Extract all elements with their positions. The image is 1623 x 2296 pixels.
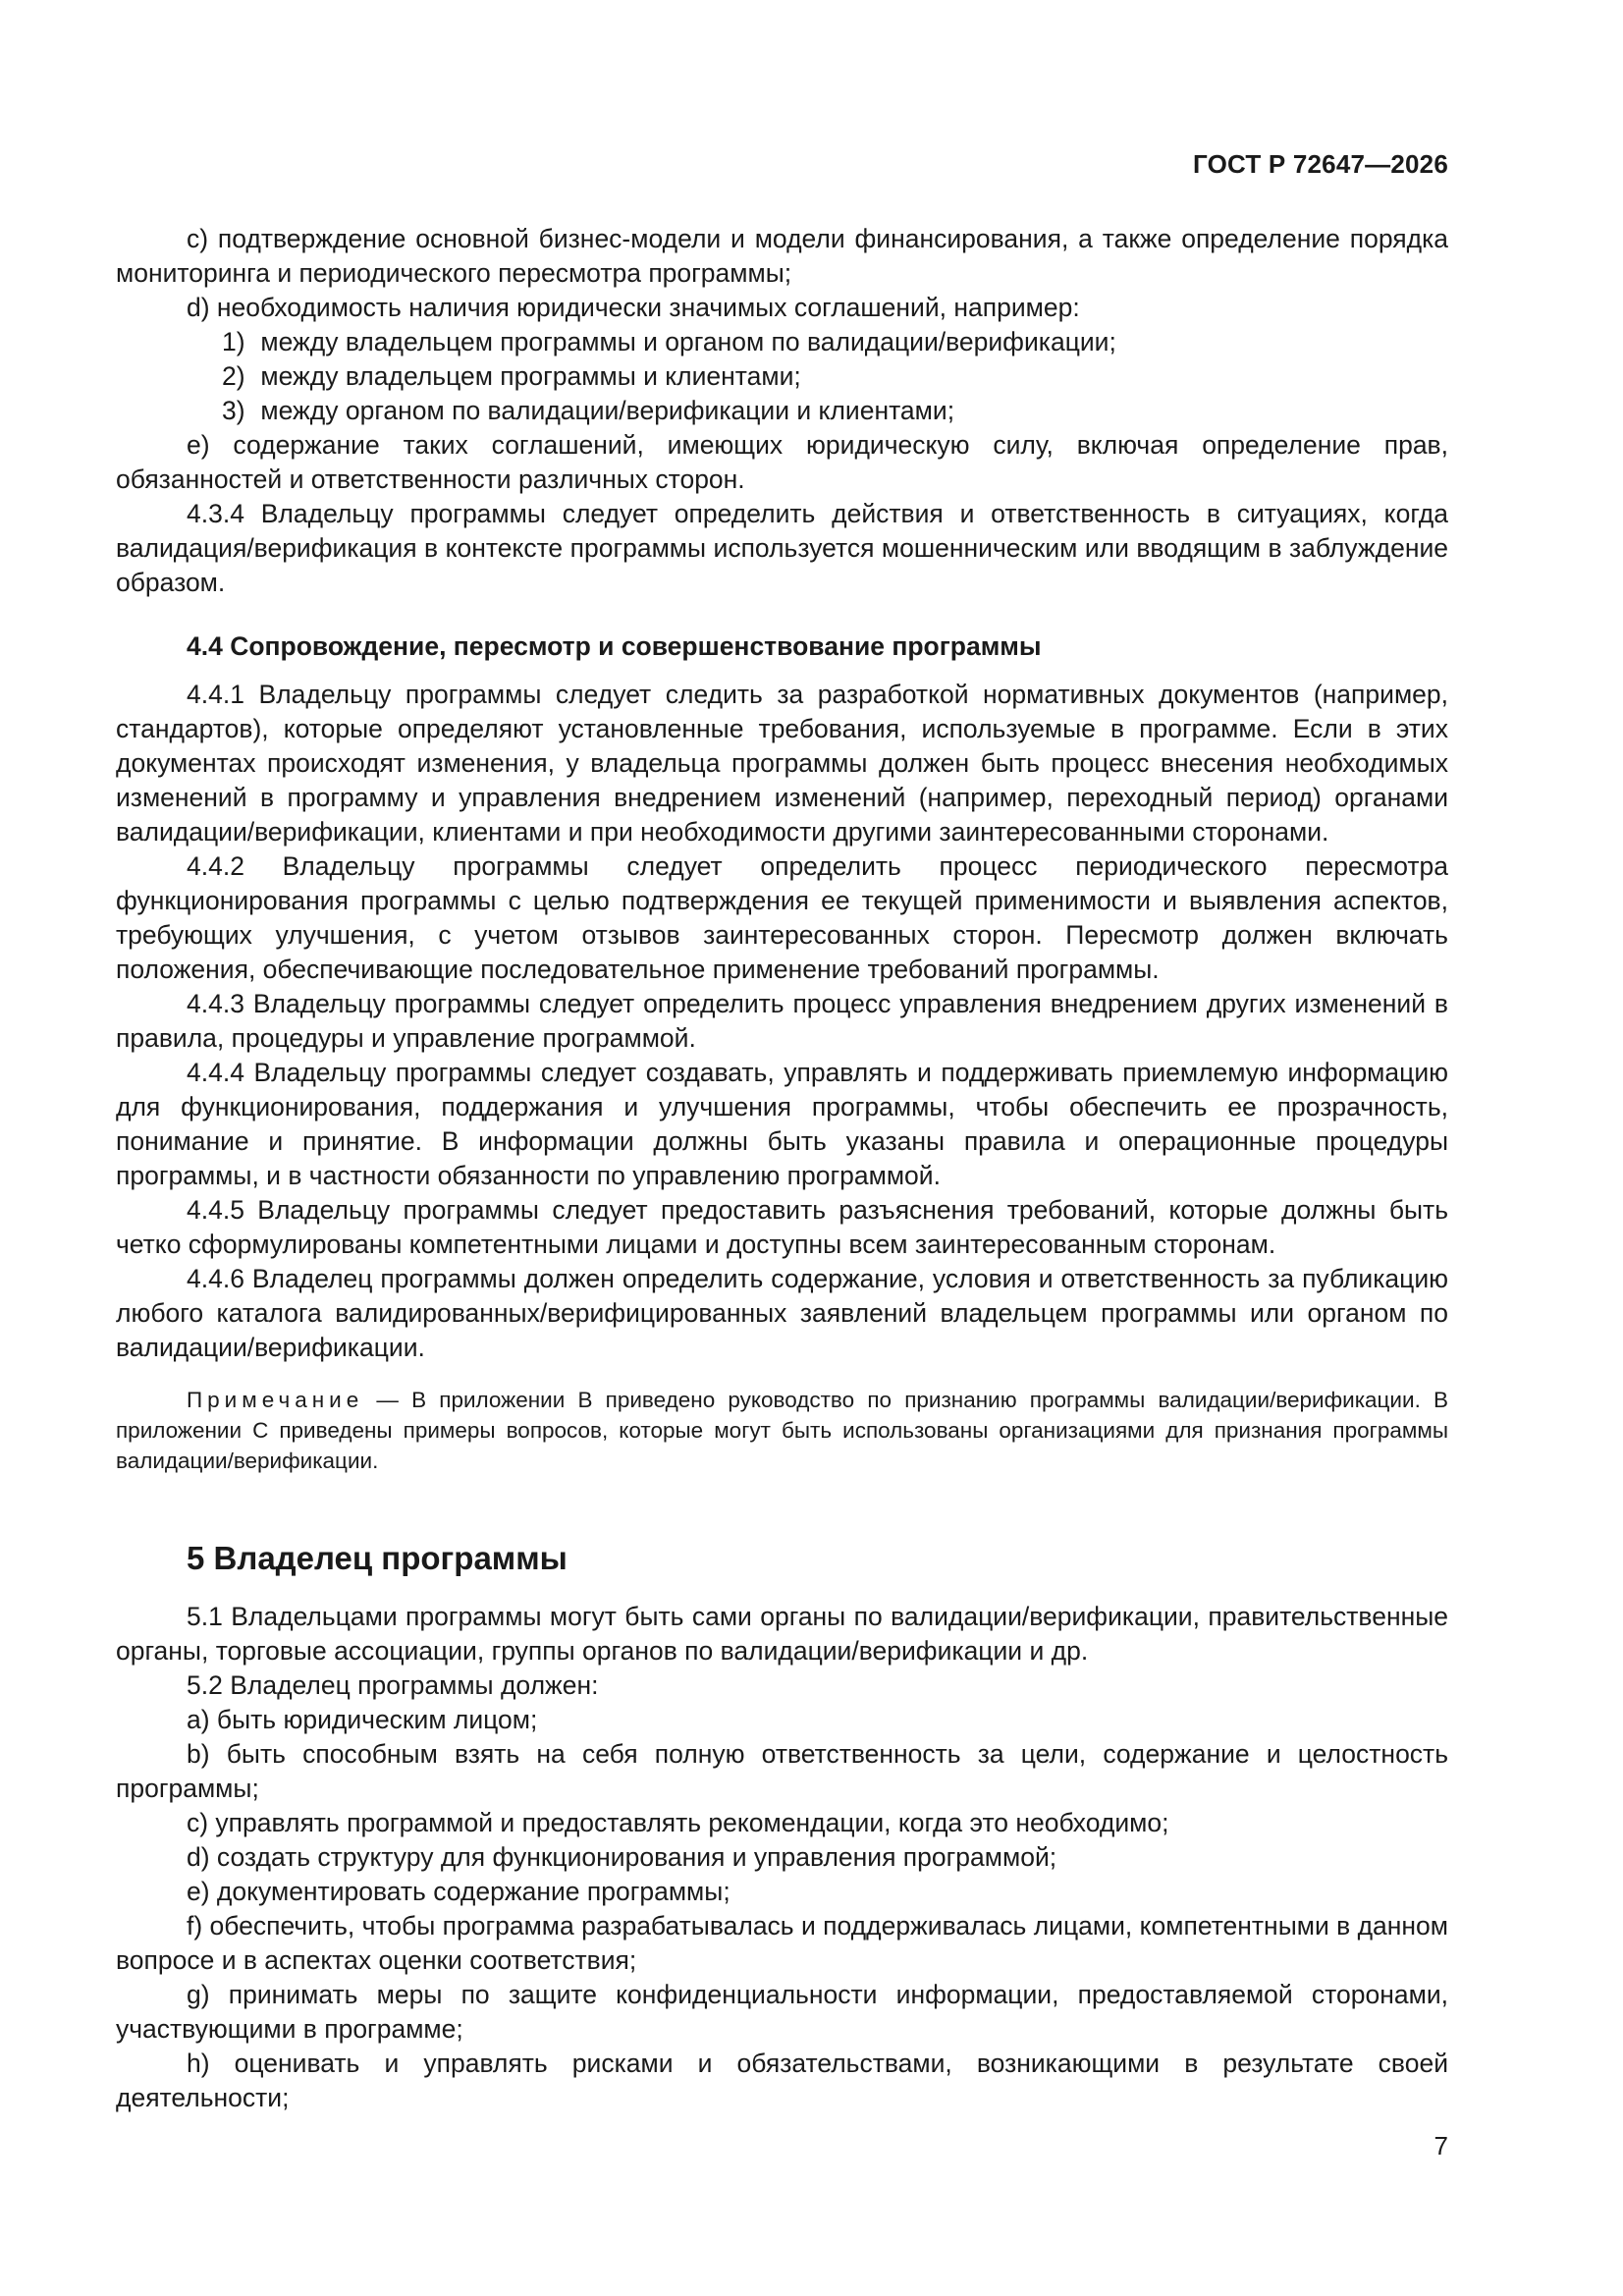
paragraph-4-4-5: 4.4.5 Владельцу программы следует предоставить разъяснения требований, которые должны быть четко сформулированы компетентными лицами и доступны всем заинтересованным сторонам. [116,1195,1448,1259]
document-body [116,222,1448,2115]
sub-item-number: 3) [222,396,245,425]
list-item-d: d) необходимость наличия юридически значимых соглашений, например: [187,293,1080,322]
sub-item-2 [116,359,1448,394]
list-item-f: f) обеспечить, чтобы программа разрабатывалась и поддерживалась лицами, компетентными в данном вопросе и в аспектах оценки соответствия; [116,1911,1448,1975]
paragraph-4-4-2: 4.4.2 Владельцу программы следует определить процесс периодического пересмотра функционирования программы с целью подтверждения ее текущей применимости и выявления аспектов, требующих улучшения, с учетом отзывов заинтересованных сторон. Пересмотр должен включать положения, обеспечивающие последовательное применение требований программы. [116,851,1448,984]
sub-item-text: между владельцем программы и клиентами; [260,361,801,391]
list-item-g: g) принимать меры по защите конфиденциальности информации, предоставляемой сторонами, участвующими в программе; [116,1980,1448,2044]
list-item-e: e) содержание таких соглашений, имеющих юридическую силу, включая определение прав, обязанностей и ответственности различных сторон. [116,430,1448,494]
sub-item-number: 1) [222,327,245,356]
document-page [116,0,1448,2296]
list-item-a: a) быть юридическим лицом; [187,1705,538,1734]
paragraph-5-1: 5.1 Владельцами программы могут быть сами органы по валидации/верификации, правительственные органы, торговые ассоциации, группы органов по валидации/верификации и др. [116,1602,1448,1666]
list-item-d: d) создать структуру для функционирования и управления программой; [187,1842,1057,1872]
paragraph-4-4-1: 4.4.1 Владельцу программы следует следить за разработкой нормативных документов (например, стандартов), которые определяют установленные требования, используемые в программе. Если в этих документах происходят изменения, у владельца программы должен быть процесс внесения необходимых изменений в программу и управления внедрением изменений (например, переходный период) органами валидации/верификации, клиентами и при необходимости другими заинтересованными сторонами. [116,680,1448,847]
paragraph-4-4-6: 4.4.6 Владелец программы должен определить содержание, условия и ответственность за публикацию любого каталога валидированных/верифицированных заявлений владельцем программы или органом по валидации/верификации. [116,1264,1448,1362]
sub-item-1 [116,325,1448,359]
list-item-c: c) управлять программой и предоставлять рекомендации, когда это необходимо; [187,1808,1169,1837]
note-label: Примечание [187,1388,364,1412]
note-text: — В приложении В приведено руководство по признанию программы валидации/верификации. В приложении С приведены примеры вопросов, которые могут быть использованы организациями для признания программы валидации/верификации. [116,1388,1448,1473]
sub-item-text: между владельцем программы и органом по валидации/верификации; [260,327,1116,356]
list-item-b: b) быть способным взять на себя полную ответственность за цели, содержание и целостность программы; [116,1739,1448,1803]
paragraph-4-4-4: 4.4.4 Владельцу программы следует создавать, управлять и поддерживать приемлемую информацию для функционирования, поддержания и улучшения программы, чтобы обеспечить ее прозрачность, понимание и принятие. В информации должны быть указаны правила и операционные процедуры программы, и в частности обязанности по управлению программой. [116,1058,1448,1190]
sub-item-text: между органом по валидации/верификации и клиентами; [260,396,955,425]
paragraph-5-2: 5.2 Владелец программы должен: [187,1670,599,1700]
section-heading-4-4: 4.4 Сопровождение, пересмотр и совершенствование программы [187,631,1042,661]
page-number: 7 [1434,2131,1448,2160]
paragraph-4-3-4: 4.3.4 Владельцу программы следует определить действия и ответственность в ситуациях, когда валидация/верификация в контексте программы используется мошенническим или вводящим в заблуждение образом. [116,499,1448,597]
sub-item-3 [116,394,1448,428]
list-item-e: e) документировать содержание программы; [187,1877,730,1906]
paragraph-4-4-3: 4.4.3 Владельцу программы следует определить процесс управления внедрением других изменений в правила, процедуры и управление программой. [116,989,1448,1053]
list-item-c: c) подтверждение основной бизнес-модели и модели финансирования, а также определение порядка мониторинга и периодического пересмотра программы; [116,224,1448,288]
sub-item-number: 2) [222,361,245,391]
list-item-h: h) оценивать и управлять рисками и обязательствами, возникающими в результате своей деятельности; [116,2049,1448,2112]
section-heading-5: 5 Владелец программы [187,1540,568,1576]
document-header-id: ГОСТ Р 72647—2026 [1193,149,1448,179]
note [116,1385,1448,1476]
